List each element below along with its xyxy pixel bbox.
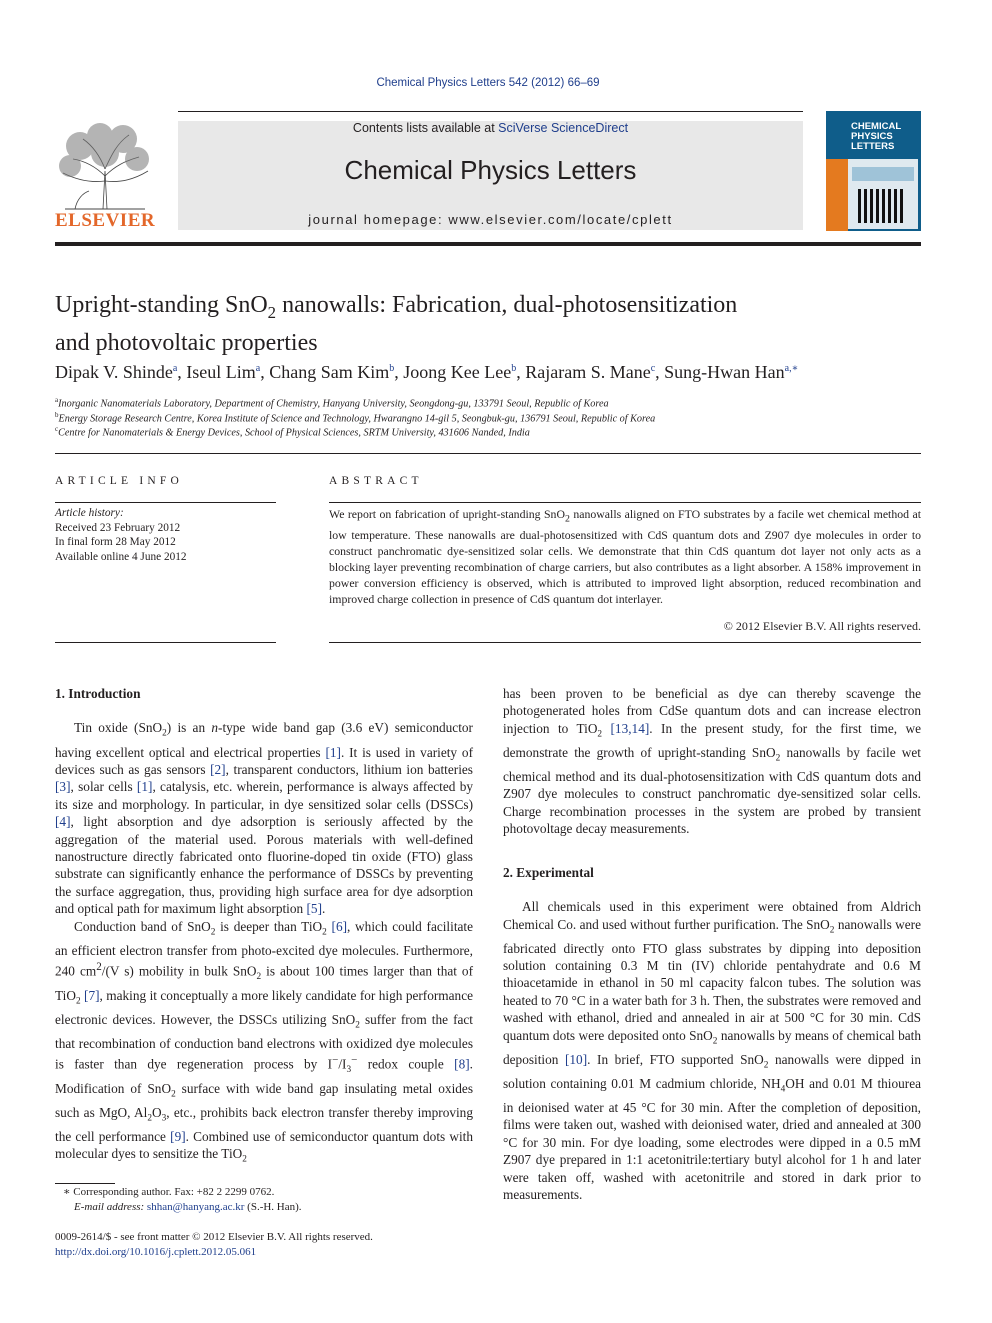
online-date: Available online 4 June 2012 — [55, 550, 187, 563]
email-label: E-mail address: — [74, 1201, 147, 1213]
abstract-subscript: 2 — [564, 513, 570, 525]
article-title — [55, 290, 925, 358]
author-sep: , — [177, 362, 187, 382]
abstract-part: We report on fabrication of upright-standing SnO — [329, 507, 565, 521]
cover-title: CHEMICAL PHYSICS LETTERS — [851, 121, 902, 152]
header-top-rule — [178, 111, 803, 112]
author-affil-link[interactable]: a — [255, 363, 261, 374]
footnote — [55, 1185, 475, 1215]
affiliation — [55, 396, 935, 409]
info-rule — [55, 642, 276, 643]
abstract-part: nanowalls aligned on FTO substrates by a facile wet chemical method at low temperature. These nanowalls are dual-photosensitized with CdS quantum dots and Z907 dye molecules in order to construct panchromatic dye-sensitized solar cells. We demonstrate that thin CdS quantum dot layer not only acts as a blocking layer preventing recombination of charge carriers, but also contributes as a light absorber. A 158% improvement in power conversion efficiency is observed, which is attributed to improved light absorption, reduced recombination and improved charge collection in presence of CdS quantum dot interlayer. — [329, 507, 921, 607]
author-affil-link[interactable]: b — [511, 363, 517, 374]
abstract-rule — [329, 642, 921, 643]
affil-text: Inorganic Nanomaterials Laboratory, Department of Chemistry, Hanyang University, Seongdong-gu, 133791 Seoul, Republic of Korea — [58, 398, 609, 410]
author-affil-link[interactable]: b — [389, 363, 395, 374]
history-label: Article history: — [55, 507, 124, 519]
doi-link[interactable]: http://dx.doi.org/10.1016/j.cplett.2012.05.061 — [55, 1245, 257, 1258]
author-affil-link[interactable]: a,∗ — [784, 363, 799, 374]
article-info-heading: ARTICLE INFO — [55, 475, 183, 487]
author-name: Dipak V. Shinde — [55, 362, 173, 382]
abstract-copyright: © 2012 Elsevier B.V. All rights reserved. — [723, 619, 921, 633]
abstract-text — [329, 506, 921, 607]
author-sep: , — [260, 362, 270, 382]
email-link[interactable]: shhan@hanyang.ac.kr — [146, 1201, 245, 1213]
author-sep: , — [516, 362, 526, 382]
contents-line — [178, 121, 803, 135]
corresponding-author: ∗ Corresponding author. Fax: +82 2 2299 0762. — [63, 1186, 275, 1198]
body-paragraph: Conduction band of SnO$_2$ is deeper than TiO$_2$ [6], which could facilitate an efficient electron transfer from photo-excited dye molecules. Furthermore, 240 $cm^2/(V$ s) mobility in bulk SnO$_2$ is about 100 times larger than that of TiO$_2$ [7], making it conceptually a more likely candidate for high performance electronic devices. However, the DSSCs utilizing SnO$_2$ suffer from the fact that recombination of conduction band electrons with oxidized dye molecules is faster than dye regeneration process by $I^-/I_3^-$ redox couple [8]. Modification of SnO$_2$ surface with wide band gap insulating metal oxides such as MgO, $Al_2O_3$, etc., prohibits back electron transfer thereby improving the cell performance [9]. Combined use of semiconductor quantum dots with molecular dyes to sensitize the TiO$_2$ — [55, 918, 474, 1166]
author-sep: , — [655, 362, 665, 382]
journal-citation[interactable]: Chemical Physics Letters 542 (2012) 66–69 — [376, 77, 600, 89]
issn-line: 0009-2614/$ - see front matter © 2012 Elsevier B.V. All rights reserved. — [55, 1231, 373, 1243]
section-heading: 2. Experimental — [503, 864, 594, 880]
elsevier-wordmark: ELSEVIER — [55, 210, 156, 231]
title-bottom-rule — [55, 453, 921, 454]
author-name: Rajaram S. Mane — [525, 362, 651, 382]
affil-text: Centre for Nanomaterials & Energy Devices, School of Physical Sciences, SRTM University, 431606 Nanded, India — [58, 427, 530, 439]
footnote-rule — [55, 1183, 115, 1184]
section-heading: 1. Introduction — [55, 686, 141, 701]
email-line — [55, 1200, 475, 1215]
title-part: Upright-standing SnO — [55, 292, 268, 318]
abstract-rule — [329, 502, 921, 503]
title-part: nanowalls: Fabrication, dual-photosensitization — [276, 292, 738, 318]
author-affil-link[interactable]: c — [650, 363, 656, 374]
abstract-heading: ABSTRACT — [329, 475, 423, 487]
journal-name: Chemical Physics Letters — [344, 155, 637, 185]
sciencedirect-link[interactable]: SciVerse ScienceDirect — [498, 121, 629, 135]
received-date: Received 23 February 2012 — [55, 521, 181, 534]
right-column — [503, 685, 921, 1203]
header-thick-rule — [55, 242, 921, 246]
affil-marker: c — [55, 425, 59, 433]
affiliation — [55, 425, 935, 438]
author-name: Sung-Hwan Han — [664, 362, 785, 382]
journal-homepage[interactable]: journal homepage: www.elsevier.com/locate/cplett — [308, 212, 673, 227]
author-name: Chang Sam Kim — [269, 362, 390, 382]
title-subscript: 2 — [267, 302, 277, 322]
article-history — [55, 506, 276, 564]
body-paragraph: has been proven to be beneficial as dye can thereby scavenge the photogenerated holes from CdSe quantum dots and can increase electron injection to TiO$_2$ [13,14]. In the present study, for the first time, we demonstrate the growth of upright-standing SnO$_2$ nanowalls by facile wet chemical method and its dual-photosensitization with CdS quantum dots and Z907 dye molecules to construct panchromatic dye-sensitized solar cells. Charge recombination processes in the system are probed by transient photovoltage decay measurements. — [503, 686, 922, 837]
left-column — [55, 685, 473, 1169]
author-name: Joong Kee Lee — [403, 362, 512, 382]
title-line2: and photovoltaic properties — [55, 329, 318, 356]
page-footer — [55, 1230, 535, 1259]
affiliation — [55, 411, 935, 424]
author-affil-link[interactable]: a — [172, 363, 178, 374]
body-paragraph: All chemicals used in this experiment were obtained from Aldrich Chemical Co. and used without further purification. The SnO$_2$ nanowalls were fabricated directly onto FTO glass substrates by dipping into deposition solution containing 0.3 M tin (IV) chloride pentahydrate and 0.6 M thioacetamide in ethanol in 50 ml capacity falcon tubes. The solution was heated to 70 °C in a water bath for 3 h. Then, the substrates were removed and washed with ethanol, dried and annealed in air at 500 °C for 30 min. CdS quantum dots were deposited onto SnO$_2$ nanowalls by means of chemical bath deposition [10]. In brief, FTO supported SnO$_2$ nanowalls were dipped in solution containing 0.01 M cadmium chloride, $NH_4OH$ and 0.01 M thiourea in deionised water at 45 °C for 30 min. After the completion of deposition, films were taken out, washed with deionised water, dried and annealed at 300 °C for 30 min. For dye loading, some electrodes were dipped in a 0.5 mM Z907 dye prepared in 1:1 acetonitrile:tertiary butyl alcohol for 1 h and later were taken off, washed with acetonitrile and stored in dark prior to measurements. — [503, 899, 922, 1203]
author-sep: , — [394, 362, 404, 382]
author-name: Iseul Lim — [186, 362, 256, 382]
affil-marker: a — [55, 396, 59, 404]
journal-cover-image — [826, 111, 921, 231]
cover-orange-strip — [826, 159, 848, 231]
author-list — [55, 362, 945, 383]
final-form-date: In final form 28 May 2012 — [55, 536, 176, 548]
cover-artwork-icon — [848, 159, 918, 229]
body-paragraph: Tin oxide (SnO$_2$) is an n-type wide band gap (3.6 eV) semiconductor having excellent optical and electrical properties [1]. It is used in variety of devices such as gas sensors [2], transparent conductors, lithium ion batteries [3], solar cells [1], catalysis, etc. wherein, performance is always affected by its size and morphology. In particular, in dye sensitized solar cells (DSSCs) [4], light absorption and dye adsorption is seriously affected by the aggregation of the material used. Porous materials with well-defined nanostructure directly fabricated onto fluorine-doped tin oxide (FTO) glass substrate can significantly enhance the performance of DSSCs by preventing the surface aggregation, thus, providing high surface area for dye adsorption and optical path for maximum light absorption [5]. — [55, 720, 473, 917]
affil-marker: b — [55, 411, 59, 419]
info-rule — [55, 502, 276, 503]
contents-prefix: Contents lists available at — [352, 121, 499, 135]
email-suffix: (S.-H. Han). — [244, 1201, 302, 1213]
affil-text: Energy Storage Research Centre, Korea Institute of Science and Technology, Hwarangno 14-gil 5, Seongbuk-gu, 136791 Seoul, Republic of Korea — [58, 413, 656, 425]
